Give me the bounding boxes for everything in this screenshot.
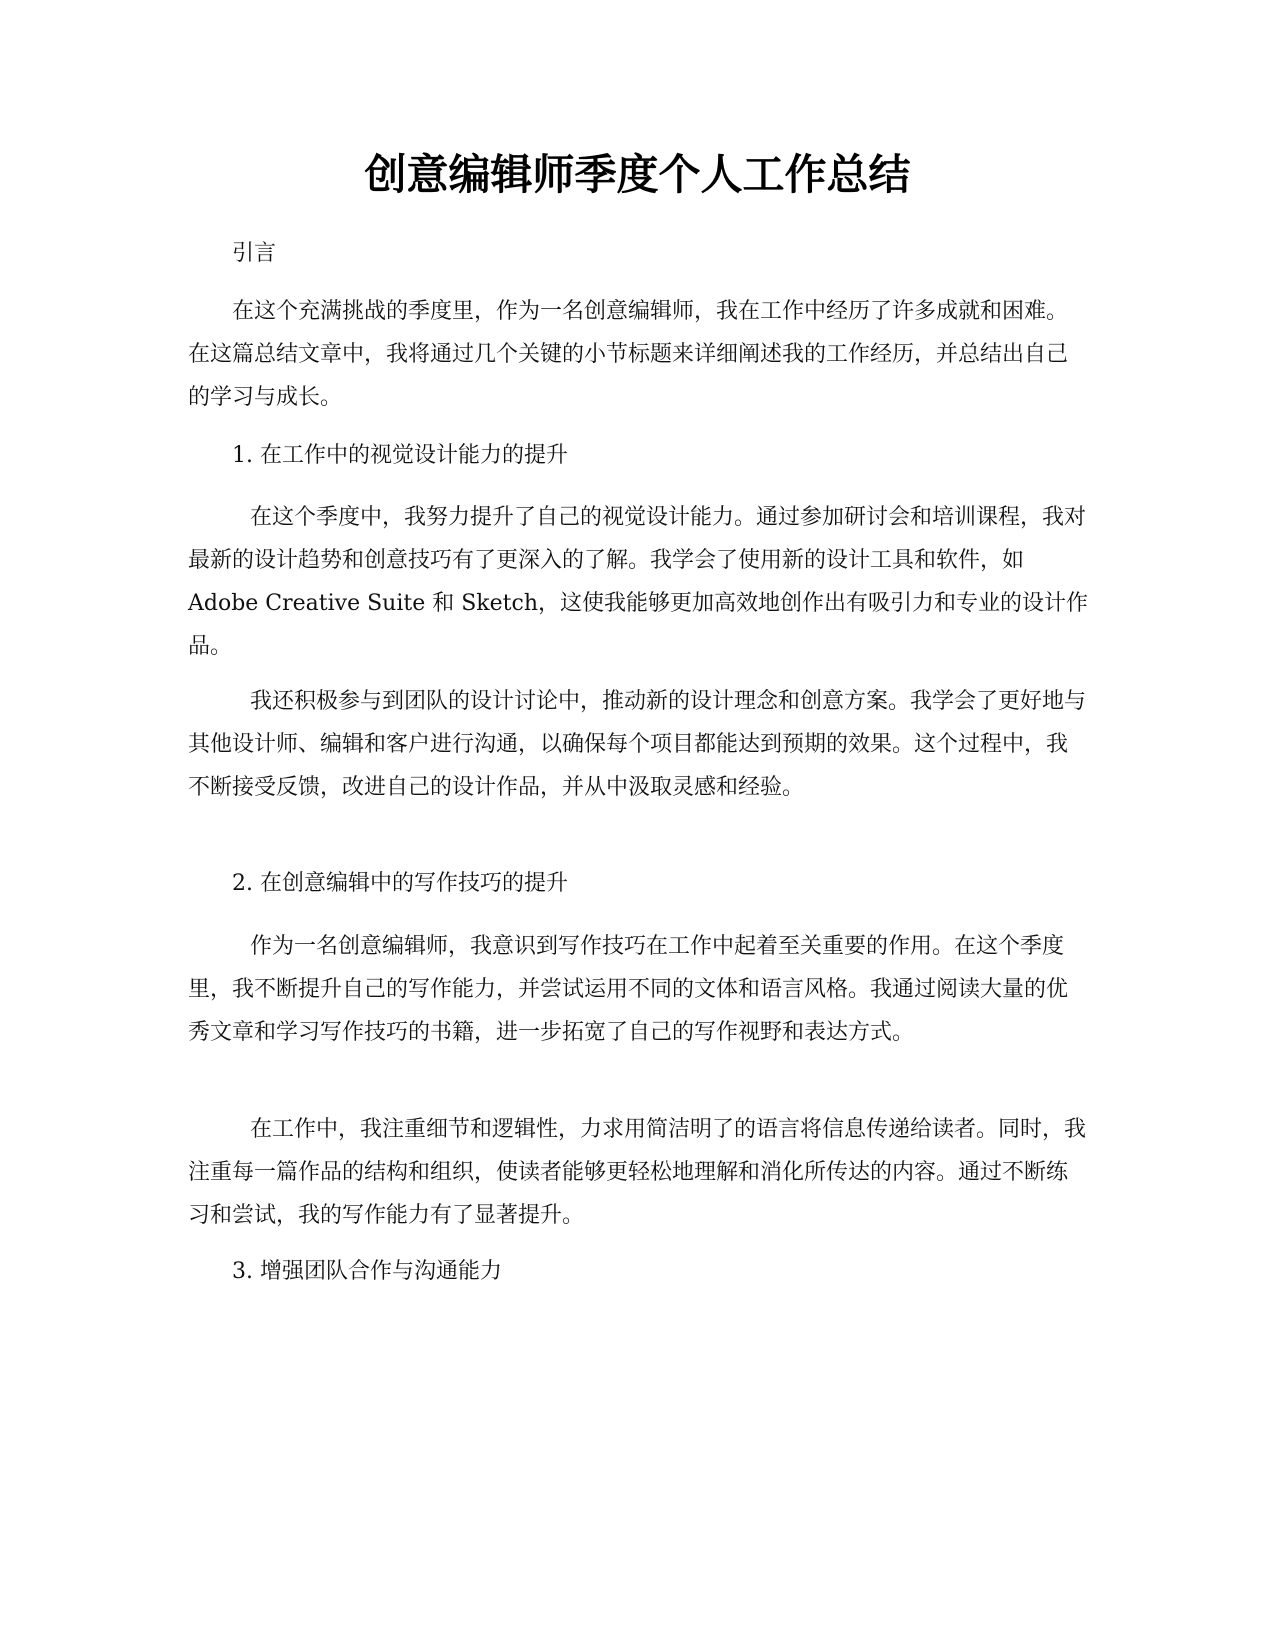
section-1-paragraph-2: 我还积极参与到团队的设计讨论中，推动新的设计理念和创意方案。我学会了更好地与其他设计师、编辑和客户进行沟通，以确保每个项目都能达到预期的效果。这个过程中，我不断接受反馈，改进自己的设计作品，并从中汲取灵感和经验。	[188, 689, 1087, 800]
intro-paragraph: 在这个充满挑战的季度里，作为一名创意编辑师，我在工作中经历了许多成就和困难。在这篇总结文章中，我将通过几个关键的小节标题来详细阐述我的工作经历，并总结出自己的学习与成长。	[188, 299, 1069, 410]
section-2-heading: 2. 在创意编辑中的写作技巧的提升	[232, 871, 568, 896]
document-title: 创意编辑师季度个人工作总结	[364, 150, 911, 199]
section-1-heading: 1. 在工作中的视觉设计能力的提升	[232, 443, 568, 468]
section-2-paragraph-2: 在工作中，我注重细节和逻辑性，力求用简洁明了的语言将信息传递给读者。同时，我注重每一篇作品的结构和组织，使读者能够更轻松地理解和消化所传达的内容。通过不断练习和尝试，我的写作能力有了显著提升。	[188, 1117, 1087, 1228]
section-2-paragraph-1: 作为一名创意编辑师，我意识到写作技巧在工作中起着至关重要的作用。在这个季度里，我不断提升自己的写作能力，并尝试运用不同的文体和语言风格。我通过阅读大量的优秀文章和学习写作技巧的书籍，进一步拓宽了自己的写作视野和表达方式。	[188, 934, 1069, 1045]
section-1-paragraph-1: 在这个季度中，我努力提升了自己的视觉设计能力。通过参加研讨会和培训课程，我对最新的设计趋势和创意技巧有了更深入的了解。我学会了使用新的设计工具和软件，如 Adobe Creative Suite 和 Sketch，这使我能够更加高效地创作出有吸引力和专业的设计作品。	[188, 505, 1088, 659]
intro-heading: 引言	[232, 241, 277, 266]
section-3-heading: 3. 增强团队合作与沟通能力	[232, 1259, 502, 1284]
